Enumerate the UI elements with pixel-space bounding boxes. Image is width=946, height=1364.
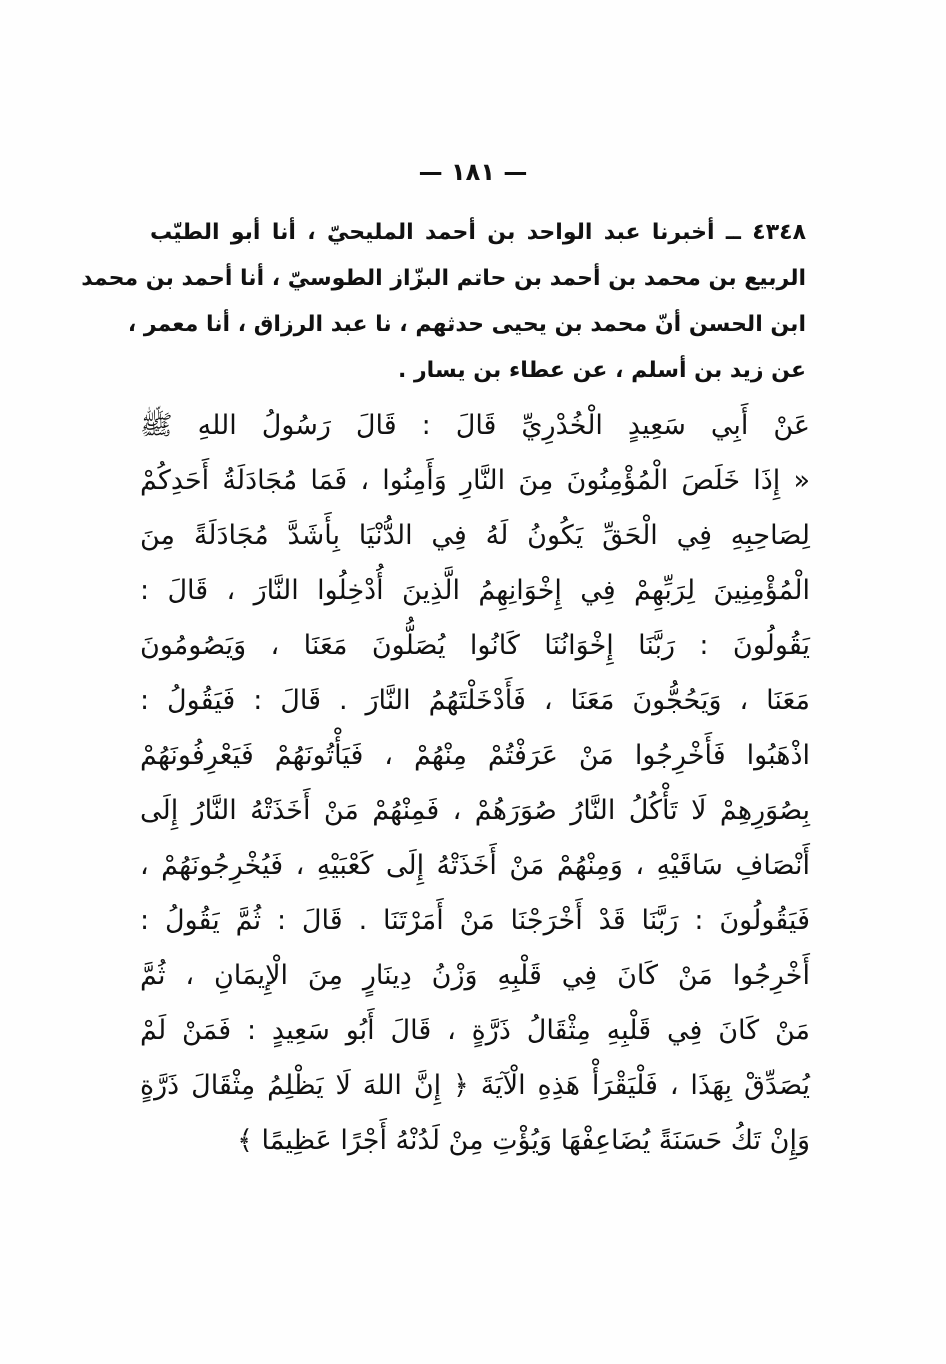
- hadith-line: مَنْ كَانَ فِي قَلْبِهِ مِثْقَالُ ذَرَّةٍ ، قَالَ أَبُو سَعِيدٍ : فَمَنْ لَمْ: [140, 1015, 810, 1046]
- isnad-line: ٤٣٤٨ ــ أخبرنا عبد الواحد بن أحمد المليحيّ ، أنا أبو الطيّب: [150, 220, 806, 245]
- page-number: — ١٨١ —: [418, 158, 528, 186]
- hadith-text: [140, 398, 810, 1168]
- isnad-line: الربيع بن محمد بن أحمد بن حاتم البزّاز الطوسيّ ، أنا أحمد بن محمد: [81, 266, 806, 291]
- isnad-line: عن زيد بن أسلم ، عن عطاء بن يسار .: [398, 358, 806, 383]
- hadith-line: يُصَدِّقْ بِهَذَا ، فَلْيَقْرَأْ هَذِهِ الْآيَةَ ﴿ إِنَّ اللهَ لَا يَظْلِمُ مِثْقَالَ ذَرَّةٍ: [140, 1070, 810, 1101]
- hadith-line: أَخْرِجُوا مَنْ كَانَ فِي قَلْبِهِ وَزْنُ دِينَارٍ مِنَ الْإِيمَانِ ، ثُمَّ: [140, 960, 810, 991]
- hadith-line: اذْهَبُوا فَأَخْرِجُوا مَنْ عَرَفْتُمْ مِنْهُمْ ، فَيَأْتُونَهُمْ فَيَعْرِفُونَهُمْ: [140, 740, 810, 771]
- hadith-line: الْمُؤْمِنِينَ لِرَبِّهِمْ فِي إِخْوَانِهِمُ الَّذِينَ أُدْخِلُوا النَّارَ ، قَالَ :: [140, 575, 810, 606]
- isnad-paragraph: [81, 210, 806, 394]
- hadith-line: فَيَقُولُونَ : رَبَّنَا قَدْ أَخْرَجْنَا مَنْ أَمَرْتَنَا . قَالَ : ثُمَّ يَقُولُ :: [140, 905, 810, 936]
- isnad-line: ابن الحسن أنّ محمد بن يحيى حدثهم ، نا عبد الرزاق ، أنا معمر ،: [127, 312, 806, 337]
- hadith-line: يَقُولُونَ : رَبَّنَا إِخْوَانُنَا كَانُوا يُصَلُّونَ مَعَنَا ، وَيَصُومُونَ: [140, 630, 810, 661]
- hadith-line: لِصَاحِبِهِ فِي الْحَقِّ يَكُونُ لَهُ فِي الدُّنْيَا بِأَشَدَّ مُجَادَلَةً مِنَ: [140, 520, 810, 551]
- hadith-line: أَنْصَافِ سَاقَيْهِ ، وَمِنْهُمْ مَنْ أَخَذَتْهُ إِلَى كَعْبَيْهِ ، فَيُخْرِجُونَهُمْ ،: [140, 850, 810, 881]
- hadith-line: عَنْ أَبِي سَعِيدٍ الْخُدْرِيِّ قَالَ : قَالَ رَسُولُ اللهِ ﷺ: [140, 410, 810, 441]
- hadith-line: بِصُوَرِهِمْ لَا تَأْكُلُ النَّارُ صُوَرَهُمْ ، فَمِنْهُمْ مَنْ أَخَذَتْهُ النَّارُ إِلَى: [140, 795, 810, 826]
- hadith-line: وَإِنْ تَكُ حَسَنَةً يُضَاعِفْهَا وَيُؤْتِ مِنْ لَدُنْهُ أَجْرًا عَظِيمًا ﴾: [237, 1125, 810, 1156]
- hadith-line: « إِذَا خَلَصَ الْمُؤْمِنُونَ مِنَ النَّارِ وَأَمِنُوا ، فَمَا مُجَادَلَةُ أَحَدِكُمْ: [140, 465, 810, 496]
- hadith-line: مَعَنَا ، وَيَحُجُّونَ مَعَنَا ، فَأَدْخَلْتَهُمُ النَّارَ . قَالَ : فَيَقُولُ :: [140, 685, 810, 716]
